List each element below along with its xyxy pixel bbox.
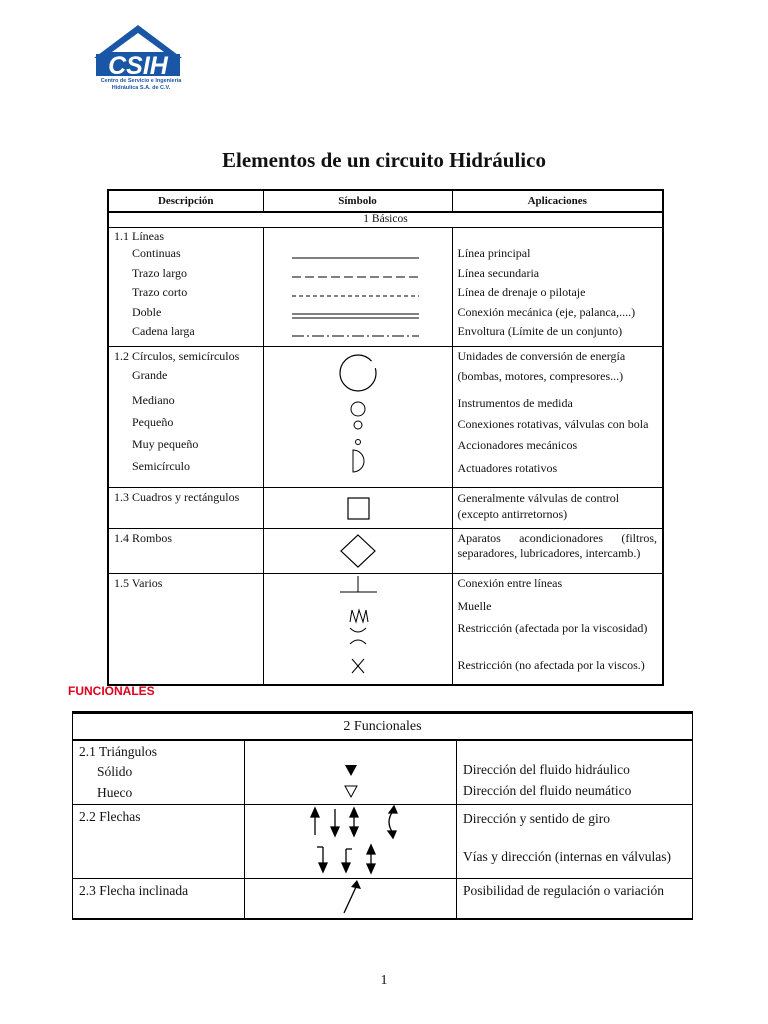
list-item: Actuadores rotativos [457, 460, 558, 475]
list-item: Trazo corto [132, 285, 188, 299]
table-row [108, 574, 663, 686]
list-item: Hueco [97, 785, 133, 800]
list-item: Sólido [97, 764, 133, 779]
list-item: Semicírculo [132, 459, 190, 473]
basic-symbols-table [107, 189, 664, 686]
group-heading: 1.1 Líneas [114, 229, 164, 243]
arrow-symbols [251, 805, 450, 878]
page-number: 1 [380, 973, 388, 988]
list-item: Dirección y sentido de giro [463, 811, 610, 826]
list-item: Dirección del fluido neumático [463, 783, 632, 798]
functional-symbols-table [72, 711, 693, 920]
table-row [108, 347, 663, 488]
list-item: Conexión entre líneas [457, 576, 563, 590]
list-item: Restricción (afectada por la viscosidad) [457, 621, 648, 635]
list-item: Conexiones rotativas, válvulas con bola [457, 416, 649, 431]
page-title: Elementos de un circuito Hidráulico [222, 148, 546, 172]
list-item: (bombas, motores, compresores...) [457, 368, 624, 383]
list-item: Posibilidad de regulación o variación [463, 883, 664, 898]
table-row [73, 879, 693, 920]
table-row [108, 228, 663, 347]
list-item: Instrumentos de medida [457, 395, 573, 410]
list-item: (excepto antirretornos) [457, 507, 568, 521]
logo-caption: Centro de Servicio e Ingeniería Hidráulica S.A. de C.V. [100, 78, 182, 91]
list-item: Mediano [132, 393, 175, 407]
list-item: Pequeño [132, 415, 174, 429]
list-item: Línea secundaria [457, 265, 540, 280]
group-heading: 2.2 Flechas [79, 809, 141, 824]
group-heading: 1.5 Varios [114, 576, 163, 590]
list-item: Unidades de conversión de energía [457, 349, 626, 363]
list-item: Accionadores mecánicos [457, 437, 578, 452]
list-item: Aparatos acondicionadores (filtros, [457, 531, 657, 545]
group-heading: 2.1 Triángulos [79, 744, 158, 759]
section-title-funcionales: 2 Funcionales [73, 713, 693, 741]
square-symbol [269, 488, 447, 528]
table-row [73, 805, 693, 879]
list-item: Cadena larga [132, 324, 195, 338]
table-row [73, 740, 693, 805]
list-item: Muelle [457, 599, 492, 613]
list-item: Restricción (no afectada por la viscos.) [457, 658, 645, 672]
list-item: Conexión mecánica (eje, palanca,....) [457, 304, 636, 319]
group-heading: 1.4 Rombos [114, 531, 173, 545]
circle-symbols [269, 347, 447, 487]
triangle-symbols [251, 741, 450, 804]
funcionales-label: FUNCIONALES [68, 684, 155, 698]
inclined-arrow-symbol [251, 879, 450, 918]
list-item: Muy pequeño [132, 437, 199, 451]
section-title-basicos: 1 Básicos [108, 212, 663, 228]
group-heading: 1.2 Círculos, semicírculos [114, 349, 240, 363]
list-item: Línea de drenaje o pilotaje [457, 285, 586, 299]
line-symbols [269, 228, 447, 346]
list-item: Generalmente válvulas de control [457, 491, 620, 505]
list-item: separadores, lubricadores, intercamb.) [457, 546, 641, 560]
group-heading: 2.3 Flecha inclinada [79, 883, 189, 898]
list-item: Doble [132, 304, 162, 319]
misc-symbols [269, 574, 447, 684]
table-header-row [108, 190, 663, 212]
list-item: Grande [132, 368, 168, 382]
col-header-description: Descripción [108, 190, 263, 212]
list-item: Envoltura (Límite de un conjunto) [457, 324, 623, 338]
table-row [108, 488, 663, 529]
group-heading: 1.3 Cuadros y rectángulos [114, 490, 240, 504]
col-header-symbol: Símbolo [263, 190, 452, 212]
rhombus-symbol [269, 529, 447, 573]
list-item: Vías y dirección (internas en válvulas) [463, 849, 672, 864]
list-item: Trazo largo [132, 265, 187, 280]
list-item: Línea principal [457, 246, 531, 260]
list-item: Continuas [132, 246, 181, 260]
logo-acronym: CSIH [108, 52, 168, 80]
col-header-applications: Aplicaciones [452, 190, 663, 212]
list-item: Dirección del fluido hidráulico [463, 762, 630, 777]
table-row [108, 529, 663, 574]
